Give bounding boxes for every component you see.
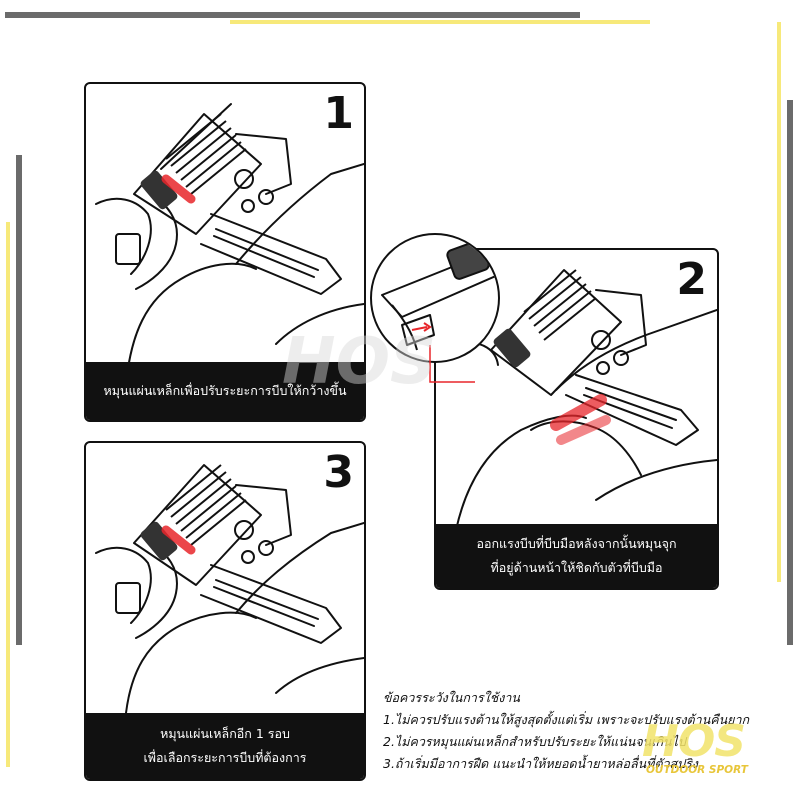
zoom-detail-illustration	[372, 235, 498, 361]
hand-gripper-illustration-1	[86, 84, 364, 384]
step-caption	[86, 713, 364, 779]
step-caption	[86, 362, 364, 420]
step-number: 1	[323, 88, 354, 139]
caption-line: ออกแรงบีบที่บีบมือหลังจากนั้นหมุนจุก	[476, 536, 677, 551]
top-yellow-bar	[230, 20, 650, 24]
step-panel-1	[84, 82, 366, 422]
note-item: 1.ไม่ควรปรับแรงต้านให้สูงสุดตั้งแต่เริ่ม เพราะจะปรับแรงต้านคืนยาก	[383, 712, 750, 727]
caption-line: หมุนแผ่นเหล็กอีก 1 รอบ	[160, 726, 290, 741]
notes-title: ข้อควรระวังในการใช้งาน	[383, 690, 520, 705]
left-yellow-bar	[6, 222, 10, 767]
step-caption	[436, 524, 717, 588]
hand-gripper-illustration-3	[86, 443, 364, 713]
note-item: 2.ไม่ควรหมุนแผ่นเหล็กสำหรับปรับระยะให้แน่นจนเกินไป	[383, 734, 686, 749]
logo-tagline: OUTDOOR SPORT	[646, 764, 748, 776]
caption-line: เพื่อเลือกระยะการบีบที่ต้องการ	[143, 750, 307, 765]
caption-line: หมุนแผ่นเหล็กเพื่อปรับระยะการบีบให้กว้างขึ้น	[103, 383, 347, 398]
step-number: 3	[323, 447, 354, 498]
step-number: 2	[676, 254, 707, 305]
step-panel-3	[84, 441, 366, 781]
right-gray-bar	[787, 100, 793, 645]
right-yellow-bar	[777, 22, 781, 582]
brand-logo	[642, 716, 792, 786]
watermark-logo: HOS	[282, 325, 437, 399]
caption-line: ที่อยู่ด้านหน้าให้ชิดกับตัวที่บีบมือ	[490, 560, 663, 575]
left-gray-bar	[16, 155, 22, 645]
zoom-callout	[370, 233, 500, 363]
note-item: 3.ถ้าเริ่มมีอาการฝืด แนะนำให้หยอดน้ำยาหล่อลื่นที่ตัวสปริง	[383, 756, 698, 771]
logo-text: HOS	[642, 716, 745, 767]
top-gray-bar	[5, 12, 580, 18]
